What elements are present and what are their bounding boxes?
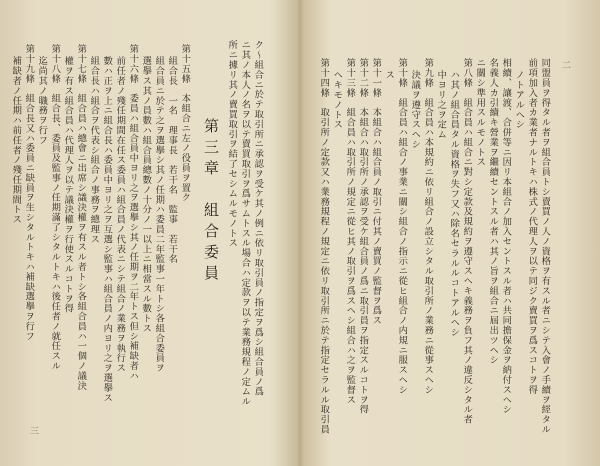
- text-column: 權ヲ有ス組合員ハ代理人ヲ以テ議決權ヲ行使スルコトヲ得: [62, 56, 74, 314]
- text-column: 組合員ニ於テ之ヲ選擧シ其ノ任期ハ委員二年監事一年トシ各組合委員ヲ: [153, 56, 165, 373]
- text-column: 第九條 組合員ハ本規約ニ依リ組合ノ設立シタル取引所ノ業務ニ從事スヘシ: [422, 58, 434, 395]
- text-column: 名義人カ引續キ營業ヲ繼續セントスル者ハ其ノ旨ヲ組合ニ屆出ツヘシ: [487, 58, 499, 365]
- text-column: 決議ヲ遵守スヘシ: [409, 70, 421, 150]
- text-column: 相續、讓渡、合併等ニ因リ本組合ノ加入セントスル者ハ共同擔保金ヲ納付スヘシ: [500, 58, 512, 415]
- text-column: 第十五條 本組合ニ左ノ役員ヲ置ク: [179, 44, 191, 203]
- text-column: ニ關シ準用スルモノトス: [474, 58, 486, 167]
- left-page: [0, 0, 298, 466]
- chapter-heading: 第三章 組合委員: [202, 118, 220, 286]
- page-number: 三: [30, 427, 40, 437]
- text-column: 第八條 組合員ハ組合ニ對シ定款及規約ヲ遵守スヘキ義務ヲ負フ其ノ違反シタル者: [461, 58, 473, 425]
- text-column: ハ其ノ組合員タル資格ヲ失フ又ハ除名セラルルコトアルヘシ: [448, 70, 460, 338]
- text-column: 同盟員ヲ得タル者ヲ組合員トシ賣買ノ人ノ資格ヲ有スル者ニシテ入會ノ手續ヲ經タル: [539, 58, 551, 435]
- text-column: 組合長 一名 理事長 若干名 監事 若干名: [166, 56, 178, 264]
- text-column: 前任者ノ殘任期間在任ス委員ハ組合員ノ代表ニシテ組合ノ業務ヲ執行ス: [114, 56, 126, 373]
- text-column: 第十八條 組合長、委員及監事ノ任期滿了シタルトキハ後任者ノ就任スル: [49, 44, 61, 371]
- text-column: 中ヨリ之ヲ定ム: [435, 70, 447, 140]
- text-column: 第十二條 本組合ハ取引所ノ承認ヲ受ケ組合員ノ爲ニ取引員ヲ指定スルコトヲ得: [357, 58, 369, 415]
- page-number: 二: [562, 61, 572, 71]
- text-column: ク〜組合ニ於テ取引所ニ承認ヲ受ケ其ノ例ニ依リ取引員ノ指定ヲ爲シ組合員ノ爲: [252, 40, 264, 397]
- text-column: 第十四條 取引所ノ定款又ハ業務規程ノ規定ニ依リ取引所ニ於テ指定セラルル取引員: [318, 58, 330, 435]
- text-column: ノトアルヘシ: [513, 70, 525, 130]
- text-column: 前項加入者カ業者ナルトキハ株式ノ代理人ヲ以テ同ジク賣買ヲ爲スコトヲ得: [526, 58, 538, 395]
- text-column: 數ハ正ヲ上ニ組合長ハ委員中ヨリ之ヲ互選シ監事ハ組合員ノ内ヨリ之ヲ選擧ス: [101, 56, 113, 403]
- text-column: 第十六條 委員ハ組合員中ヨリ之ヲ選擧シ其ノ任期ヲ二年トス但シ補缺者ハ: [127, 44, 139, 381]
- text-column: 選擧ス其ノ員數ハ組合員總數ノ十分ノ一以上ニ相當スル數トス: [140, 56, 152, 334]
- text-column: 補缺者ノ任期ハ前任者ノ殘任期間トス: [10, 56, 22, 225]
- text-column: ヘキモノトス: [331, 70, 343, 130]
- text-column: ニ其ノ本人ノ名ヲ以テ賣買取引ヲ爲サムトスル場合ハ定款ヲ以テ業務規程ノ定ムル: [239, 40, 251, 407]
- text-column: 第十九條 組合長又ハ委員ニ缺員ヲ生シタルトキハ補缺選擧ヲ行フ: [23, 44, 35, 341]
- text-column: 第十七條 組合員ハ總會ニ出席シ議決權ヲ有スル者トシ各組合員ハ一個ノ議決: [75, 44, 87, 391]
- text-column: 所ニ據リ其ノ賣買取引ヲ結了セシムルモノトス: [226, 40, 238, 248]
- text-column: 第十條 組合員ハ組合ノ事業ニ關シ組合ノ指示ニ從ヒ組合ノ内規ニ服スヘシ: [396, 58, 408, 395]
- text-column: 組合長ハ組合ヲ代表シ組合ノ事務ヲ總理ス: [88, 56, 100, 245]
- right-page: [302, 0, 600, 466]
- text-column: 迄尚其ノ職務ヲ行フ: [36, 56, 48, 146]
- text-column: 第十三條 組合員ハ取引所ノ規定ニ從ヒ其ノ取引ヲ爲スヘシ組合ハ之ヲ監督ス: [344, 58, 356, 405]
- text-column: 第十一條 本組合ハ組合員ノ取引ニ付其ノ賣買ノ監督ヲ爲ス: [370, 58, 382, 326]
- text-column: ス: [383, 70, 395, 80]
